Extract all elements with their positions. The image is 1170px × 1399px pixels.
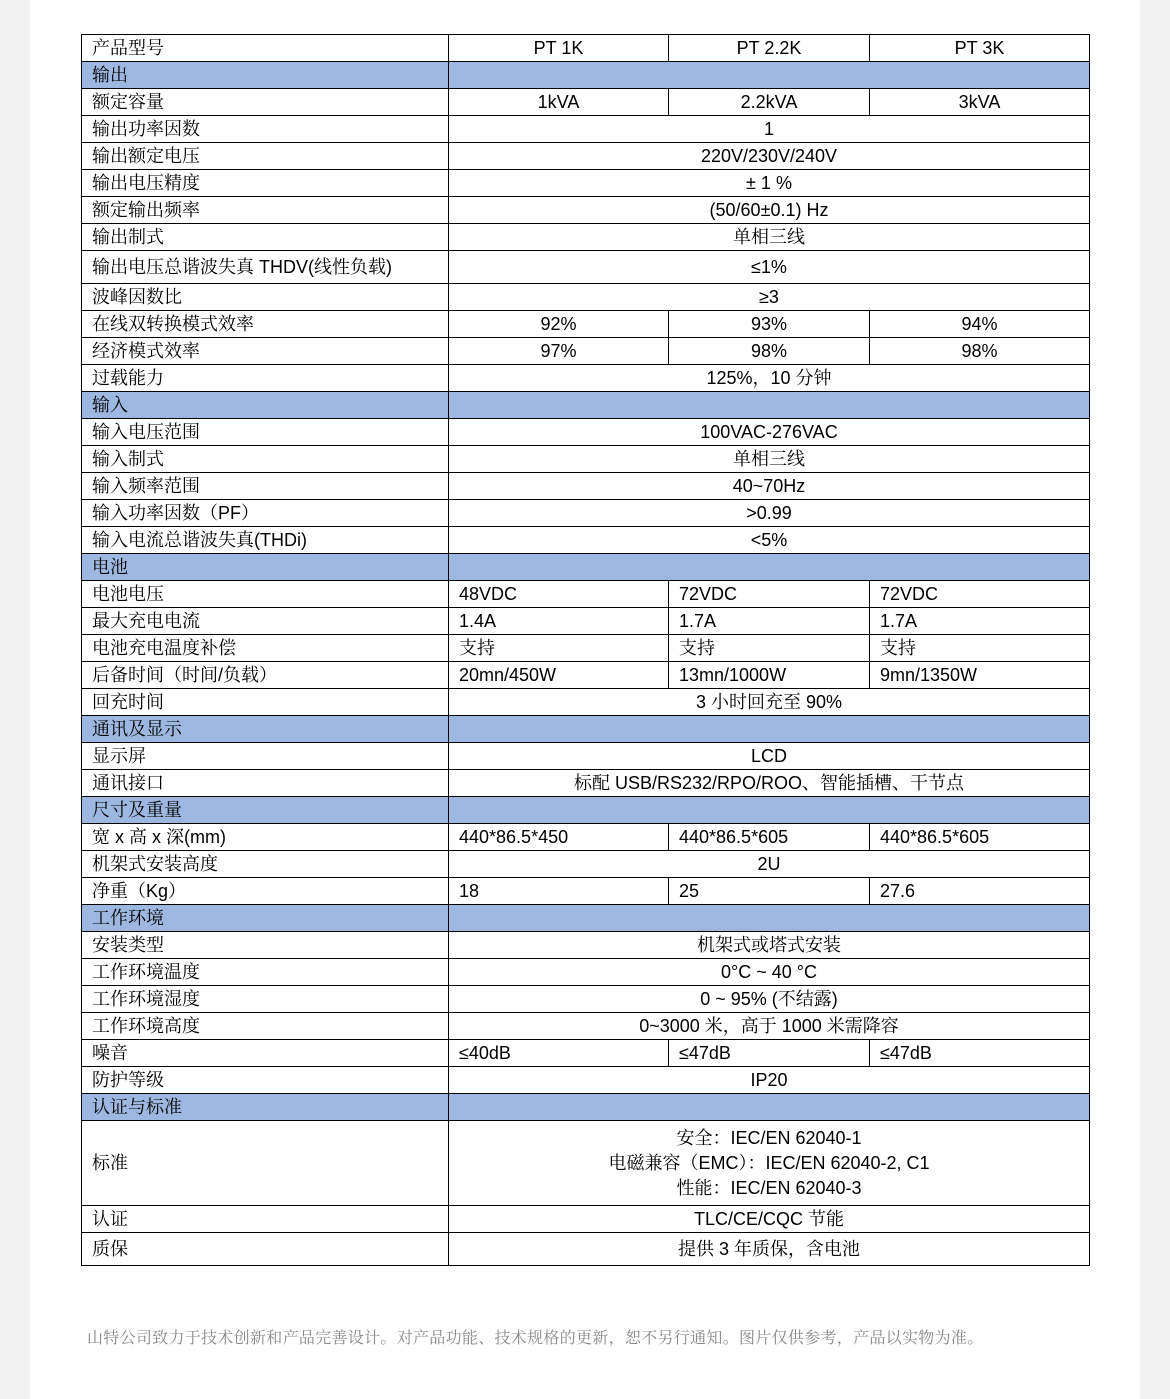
header-label: 产品型号 [82, 35, 449, 62]
spec-value: 440*86.5*450 [449, 824, 669, 851]
spec-value: 机架式或塔式安装 [449, 932, 1090, 959]
model-name: PT 2.2K [669, 35, 870, 62]
spec-row [82, 311, 1090, 338]
spec-value: >0.99 [449, 500, 1090, 527]
spec-row [82, 116, 1090, 143]
spec-label: 认证 [82, 1206, 449, 1233]
header-row [82, 35, 1090, 62]
spec-label: 过载能力 [82, 365, 449, 392]
spec-label: 工作环境高度 [82, 1013, 449, 1040]
standard-line: 电磁兼容（EMC）：IEC/EN 62040-2, C1 [608, 1152, 930, 1173]
section-title: 工作环境 [82, 905, 449, 932]
spec-row [82, 89, 1090, 116]
spec-label: 波峰因数比 [82, 284, 449, 311]
spec-value: 支持 [449, 635, 669, 662]
section-header-row [82, 716, 1090, 743]
spec-table [81, 34, 1090, 1266]
spec-value: 18 [449, 878, 669, 905]
spec-value: 标配 USB/RS232/RPO/ROO、智能插槽、干节点 [449, 770, 1090, 797]
spec-value: 48VDC [449, 581, 669, 608]
spec-value: 98% [870, 338, 1090, 365]
spec-value: IP20 [449, 1067, 1090, 1094]
spec-label: 输出额定电压 [82, 143, 449, 170]
spec-value-multiline [449, 1121, 1090, 1206]
spec-value: 支持 [669, 635, 870, 662]
spec-label: 输出制式 [82, 224, 449, 251]
spec-row [82, 878, 1090, 905]
spec-value: 1.7A [870, 608, 1090, 635]
spec-value: 1 [449, 116, 1090, 143]
section-fill [449, 392, 1090, 419]
spec-value: 单相三线 [449, 446, 1090, 473]
spec-value: 支持 [870, 635, 1090, 662]
spec-value: 0~3000 米，高于 1000 米需降容 [449, 1013, 1090, 1040]
spec-row [82, 635, 1090, 662]
section-title: 尺寸及重量 [82, 797, 449, 824]
spec-row [82, 1121, 1090, 1206]
spec-value: 440*86.5*605 [669, 824, 870, 851]
spec-value: <5% [449, 527, 1090, 554]
spec-row [82, 581, 1090, 608]
spec-label: 质保 [82, 1233, 449, 1266]
spec-label: 输入频率范围 [82, 473, 449, 500]
model-name: PT 1K [449, 35, 669, 62]
spec-row [82, 473, 1090, 500]
spec-row [82, 500, 1090, 527]
spec-label: 防护等级 [82, 1067, 449, 1094]
spec-value: 3 小时回充至 90% [449, 689, 1090, 716]
spec-row [82, 1040, 1090, 1067]
spec-row [82, 662, 1090, 689]
spec-value: 98% [669, 338, 870, 365]
spec-label: 最大充电电流 [82, 608, 449, 635]
spec-value: 72VDC [669, 581, 870, 608]
spec-label: 额定容量 [82, 89, 449, 116]
spec-value: 72VDC [870, 581, 1090, 608]
spec-value: 13mn/1000W [669, 662, 870, 689]
section-header-row [82, 797, 1090, 824]
spec-value: 93% [669, 311, 870, 338]
section-fill [449, 797, 1090, 824]
section-title: 电池 [82, 554, 449, 581]
spec-value: (50/60±0.1) Hz [449, 197, 1090, 224]
section-title: 输出 [82, 62, 449, 89]
spec-value: ± 1 % [449, 170, 1090, 197]
spec-row [82, 338, 1090, 365]
spec-value: 0°C ~ 40 °C [449, 959, 1090, 986]
spec-sheet-page [30, 0, 1140, 1399]
spec-value: 20mn/450W [449, 662, 669, 689]
spec-row [82, 959, 1090, 986]
spec-value: ≤40dB [449, 1040, 669, 1067]
spec-label: 电池充电温度补偿 [82, 635, 449, 662]
spec-value: ≤47dB [870, 1040, 1090, 1067]
spec-row [82, 689, 1090, 716]
section-fill [449, 62, 1090, 89]
section-title: 输入 [82, 392, 449, 419]
spec-label: 工作环境湿度 [82, 986, 449, 1013]
spec-row [82, 251, 1090, 284]
spec-value: 97% [449, 338, 669, 365]
spec-label: 输入制式 [82, 446, 449, 473]
model-name: PT 3K [870, 35, 1090, 62]
spec-row [82, 743, 1090, 770]
spec-row [82, 824, 1090, 851]
spec-label: 工作环境温度 [82, 959, 449, 986]
section-fill [449, 905, 1090, 932]
spec-label: 输出电压精度 [82, 170, 449, 197]
spec-label: 输入电压范围 [82, 419, 449, 446]
spec-value: 220V/230V/240V [449, 143, 1090, 170]
spec-label: 输出功率因数 [82, 116, 449, 143]
footer-disclaimer: 山特公司致力于技术创新和产品完善设计。对产品功能、技术规格的更新，恕不另行通知。图片仅供参考，产品以实物为准。 [87, 1330, 984, 1347]
spec-value: TLC/CE/CQC 节能 [449, 1206, 1090, 1233]
spec-label: 输入电流总谐波失真(THDi) [82, 527, 449, 554]
section-fill [449, 1094, 1090, 1121]
spec-row [82, 1206, 1090, 1233]
spec-value: 提供 3 年质保，含电池 [449, 1233, 1090, 1266]
spec-label: 额定输出频率 [82, 197, 449, 224]
spec-row [82, 197, 1090, 224]
spec-row [82, 419, 1090, 446]
spec-label: 输入功率因数（PF） [82, 500, 449, 527]
spec-label: 标准 [82, 1121, 449, 1206]
section-fill [449, 716, 1090, 743]
spec-label: 在线双转换模式效率 [82, 311, 449, 338]
spec-value: LCD [449, 743, 1090, 770]
spec-row [82, 143, 1090, 170]
section-header-row [82, 1094, 1090, 1121]
spec-value: 440*86.5*605 [870, 824, 1090, 851]
standard-line: 安全：IEC/EN 62040-1 [676, 1127, 862, 1148]
spec-value: 100VAC-276VAC [449, 419, 1090, 446]
spec-label: 通讯接口 [82, 770, 449, 797]
spec-label: 显示屏 [82, 743, 449, 770]
spec-row [82, 851, 1090, 878]
section-title: 认证与标准 [82, 1094, 449, 1121]
spec-value: ≤47dB [669, 1040, 870, 1067]
spec-label: 净重（Kg） [82, 878, 449, 905]
spec-row [82, 932, 1090, 959]
spec-label: 输出电压总谐波失真 THDV(线性负载) [82, 251, 449, 284]
spec-value: 1kVA [449, 89, 669, 116]
spec-row [82, 365, 1090, 392]
spec-row [82, 608, 1090, 635]
spec-value: 1.4A [449, 608, 669, 635]
section-header-row [82, 554, 1090, 581]
spec-row [82, 284, 1090, 311]
spec-label: 后备时间（时间/负载） [82, 662, 449, 689]
spec-value: ≤1% [449, 251, 1090, 284]
spec-row [82, 446, 1090, 473]
spec-value: 94% [870, 311, 1090, 338]
spec-label: 电池电压 [82, 581, 449, 608]
spec-value: 40~70Hz [449, 473, 1090, 500]
section-header-row [82, 392, 1090, 419]
spec-row [82, 527, 1090, 554]
spec-value: 9mn/1350W [870, 662, 1090, 689]
spec-label: 经济模式效率 [82, 338, 449, 365]
spec-row [82, 1013, 1090, 1040]
spec-value: 3kVA [870, 89, 1090, 116]
spec-value: 1.7A [669, 608, 870, 635]
spec-label: 噪音 [82, 1040, 449, 1067]
spec-value: 25 [669, 878, 870, 905]
spec-row [82, 1233, 1090, 1266]
spec-value: 0 ~ 95% (不结露) [449, 986, 1090, 1013]
spec-label: 回充时间 [82, 689, 449, 716]
spec-row [82, 1067, 1090, 1094]
spec-value: 单相三线 [449, 224, 1090, 251]
spec-row [82, 986, 1090, 1013]
spec-value: 125%，10 分钟 [449, 365, 1090, 392]
spec-row [82, 224, 1090, 251]
spec-value: 2.2kVA [669, 89, 870, 116]
spec-label: 安装类型 [82, 932, 449, 959]
standard-line: 性能：IEC/EN 62040-3 [676, 1177, 862, 1198]
spec-label: 机架式安装高度 [82, 851, 449, 878]
spec-row [82, 170, 1090, 197]
section-fill [449, 554, 1090, 581]
section-title: 通讯及显示 [82, 716, 449, 743]
spec-value: 27.6 [870, 878, 1090, 905]
spec-value: 92% [449, 311, 669, 338]
spec-row [82, 770, 1090, 797]
section-header-row [82, 905, 1090, 932]
spec-value: ≥3 [449, 284, 1090, 311]
spec-value: 2U [449, 851, 1090, 878]
section-header-row [82, 62, 1090, 89]
spec-label: 宽 x 高 x 深(mm) [82, 824, 449, 851]
